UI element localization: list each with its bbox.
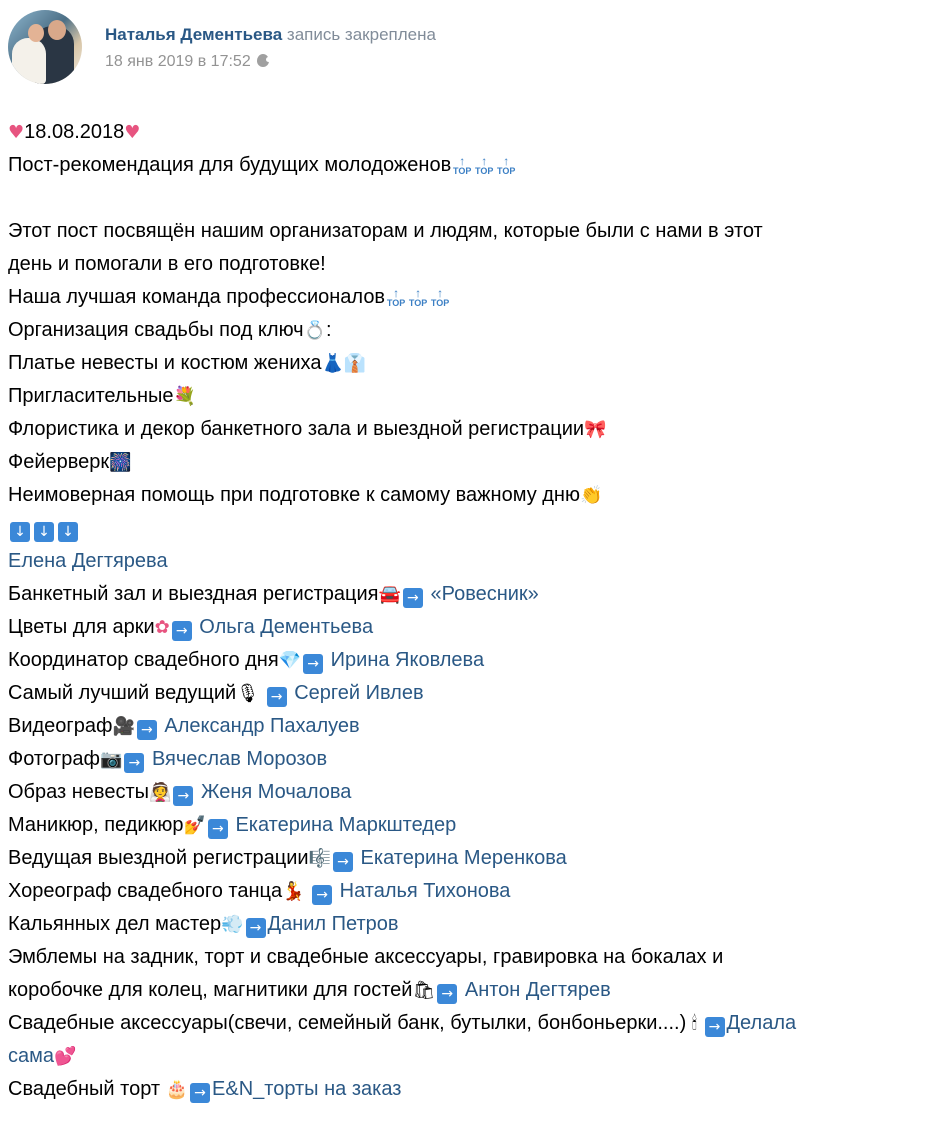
author-name-link[interactable]: Наталья Дементьева: [105, 25, 283, 44]
dress-icon: 👗: [321, 353, 344, 374]
post-date-heading: 18.08.2018: [24, 121, 125, 143]
post-line: [8, 248, 920, 281]
top-arrow-icon: ↑ TOP: [430, 286, 450, 308]
arrows-down-row: [8, 512, 920, 545]
mention-link[interactable]: Екатерина Меренкова: [360, 847, 567, 869]
pinned-status: запись закреплена: [286, 25, 436, 44]
post-line: [8, 545, 920, 578]
right-arrow-icon: →: [208, 819, 228, 839]
right-arrow-icon: →: [267, 687, 287, 707]
avatar-face-shape: [28, 24, 44, 42]
post-line: [8, 710, 920, 743]
top-label: TOP: [453, 166, 472, 176]
blank-line: [8, 182, 920, 215]
pink-heart-icon: ♥: [124, 122, 141, 143]
pink-heart-icon: ♥: [8, 122, 25, 143]
right-arrow-icon: →: [190, 1083, 210, 1103]
top-arrow-icon: ↑ TOP: [497, 154, 516, 176]
post-line-text: Фейерверк: [8, 451, 110, 473]
fireworks-icon: 🎆: [109, 452, 132, 473]
top-label: TOP: [475, 166, 494, 176]
post-line: [8, 776, 920, 809]
post-date-line: [105, 53, 269, 71]
right-arrow-icon: →: [172, 621, 192, 641]
post-line: [8, 677, 920, 710]
mention-link[interactable]: Данил Петров: [267, 913, 399, 935]
post-line: [8, 314, 920, 347]
top-label: TOP: [430, 298, 450, 308]
mention-link[interactable]: Ирина Яковлева: [330, 649, 485, 671]
post-line: [8, 644, 920, 677]
mention-link[interactable]: Ольга Дементьева: [199, 616, 374, 638]
post-date[interactable]: 18 янв 2019 в 17:52: [105, 53, 251, 70]
down-arrow-icon: ↓: [34, 522, 54, 542]
mention-link[interactable]: Екатерина Маркштедер: [235, 814, 457, 836]
author-avatar[interactable]: [8, 10, 82, 84]
right-arrow-icon: →: [124, 753, 144, 773]
right-arrow-icon: →: [333, 852, 353, 872]
post-line-text: Организация свадьбы под ключ: [8, 319, 304, 341]
music-notes-icon: 🎼: [308, 848, 331, 869]
shopping-bags-icon: 🛍: [412, 980, 436, 1001]
post-line-text: Платье невесты и костюм жениха: [8, 352, 322, 374]
top-arrow-icon: ↑ TOP: [386, 286, 406, 308]
post-line-text: Свадебные аксессуары(свечи, семейный банк, бутылки, бонбоньерки....): [8, 1012, 687, 1034]
post-line-text: Ведущая выездной регистрации: [8, 847, 309, 869]
microphone-icon: 🎙: [236, 683, 260, 704]
post-line: [8, 842, 920, 875]
clapping-hands-icon: 👏: [579, 485, 603, 506]
post-line: [8, 809, 920, 842]
right-arrow-icon: →: [312, 885, 332, 905]
right-arrow-icon: →: [173, 786, 193, 806]
post-line-text: Фотограф: [8, 748, 100, 770]
post-line-text: Наша лучшая команда профессионалов: [8, 286, 386, 308]
post-line-text: Пост-рекомендация для будущих молодоженов: [8, 154, 452, 176]
movie-camera-icon: 🎥: [112, 716, 135, 737]
right-arrow-icon: →: [303, 654, 323, 674]
post-line: [8, 446, 920, 479]
post-line-text: Флористика и декор банкетного зала и выездной регистрации: [8, 418, 585, 440]
bouquet-icon: 💐: [173, 386, 196, 407]
post-line-text: Банкетный зал и выездная регистрация: [8, 583, 379, 605]
post-line-suffix: :: [325, 319, 332, 341]
post-line-text: Координатор свадебного дня: [8, 649, 279, 671]
top-arrow-icon: ↑ TOP: [408, 286, 428, 308]
mention-link[interactable]: Делала: [726, 1012, 797, 1034]
post-line-text: Хореограф свадебного танца: [8, 880, 283, 902]
post-line-text: Образ невесты: [8, 781, 149, 803]
dancer-icon: 💃: [282, 881, 305, 902]
flower-icon: ✿: [154, 617, 170, 638]
nail-polish-icon: 💅: [183, 815, 206, 836]
mention-link[interactable]: Наталья Тихонова: [339, 880, 511, 902]
post-body: [8, 116, 920, 1106]
mention-link[interactable]: сама: [8, 1045, 54, 1067]
post-line: [8, 908, 920, 941]
avatar-face-shape: [48, 20, 66, 40]
right-arrow-icon: →: [403, 588, 423, 608]
mention-link[interactable]: «Ровесник»: [430, 583, 539, 605]
post-line: [8, 380, 920, 413]
post-line-text: Самый лучший ведущий: [8, 682, 237, 704]
cake-icon: 🎂: [165, 1079, 189, 1100]
smoke-puff-icon: 💨: [221, 914, 244, 935]
top-label: TOP: [408, 298, 428, 308]
post-line: [8, 149, 920, 182]
post-line: [8, 479, 920, 512]
top-label: TOP: [386, 298, 406, 308]
mention-link[interactable]: E&N_торты на заказ: [212, 1078, 402, 1100]
post-line: [8, 611, 920, 644]
mention-link[interactable]: Александр Пахалуев: [164, 715, 360, 737]
post-line-text: Кальянных дел мастер: [8, 913, 222, 935]
post-line: [8, 413, 920, 446]
right-arrow-icon: →: [246, 918, 266, 938]
post-line: [8, 1073, 920, 1106]
two-hearts-icon: 💕: [54, 1046, 77, 1067]
post-line: [8, 215, 920, 248]
post-line: [8, 875, 920, 908]
post-line-text: Этот пост посвящён нашим организаторам и людям, которые были с нами в этот: [8, 220, 763, 242]
post-line-text: Эмблемы на задник, торт и свадебные аксессуары, гравировка на бокалах и: [8, 946, 724, 968]
post-line-text: Видеограф: [8, 715, 113, 737]
mention-link[interactable]: Сергей Ивлев: [294, 682, 424, 704]
camera-icon: 📷: [99, 749, 123, 770]
bride-veil-icon: 👰: [149, 782, 172, 803]
right-arrow-icon: →: [705, 1017, 725, 1037]
post-line-text: коробочке для колец, магнитики для гостей: [8, 979, 413, 1001]
right-arrow-icon: →: [137, 720, 157, 740]
right-arrow-icon: →: [437, 984, 457, 1004]
suit-icon: 👔: [343, 353, 367, 374]
top-arrow-icon: ↑ TOP: [453, 154, 472, 176]
post-line-text: Свадебный торт: [8, 1078, 161, 1100]
mention-link[interactable]: Антон Дегтярев: [464, 979, 611, 1001]
car-icon: 🚘: [378, 584, 401, 605]
candle-icon: 🕯: [691, 1013, 697, 1034]
down-arrow-icon: ↓: [58, 522, 78, 542]
down-arrow-icon: ↓: [10, 522, 30, 542]
mention-link[interactable]: Вячеслав Морозов: [151, 748, 328, 770]
post-header: [8, 10, 908, 88]
mention-link[interactable]: Елена Дегтярева: [8, 550, 168, 572]
author-line: [105, 25, 436, 45]
mention-link[interactable]: Женя Мочалова: [200, 781, 352, 803]
post-line: [8, 743, 920, 776]
post-line-text: Пригласительные: [8, 385, 174, 407]
post-line-text: Цветы для арки: [8, 616, 155, 638]
top-arrow-icon: ↑ TOP: [475, 154, 494, 176]
post-line: [8, 347, 920, 380]
post-line: [8, 1040, 920, 1073]
post-line: [8, 941, 920, 974]
post-line: [8, 1007, 920, 1040]
post-line-text: Маникюр, педикюр: [8, 814, 184, 836]
post-line: [8, 578, 920, 611]
avatar-bride-shape: [12, 38, 46, 84]
ribbon-icon: 🎀: [584, 419, 607, 440]
post-line-text: Неимоверная помощь при подготовке к самому важному дню: [8, 484, 580, 506]
post-line: [8, 974, 920, 1007]
post-line-text: день и помогали в его подготовке!: [8, 253, 326, 275]
top-label: TOP: [497, 166, 516, 176]
diamond-icon: 💎: [278, 650, 302, 671]
post-line: [8, 116, 920, 149]
apple-icon: [257, 54, 269, 67]
post-line: [8, 281, 920, 314]
ring-icon: 💍: [303, 320, 326, 341]
